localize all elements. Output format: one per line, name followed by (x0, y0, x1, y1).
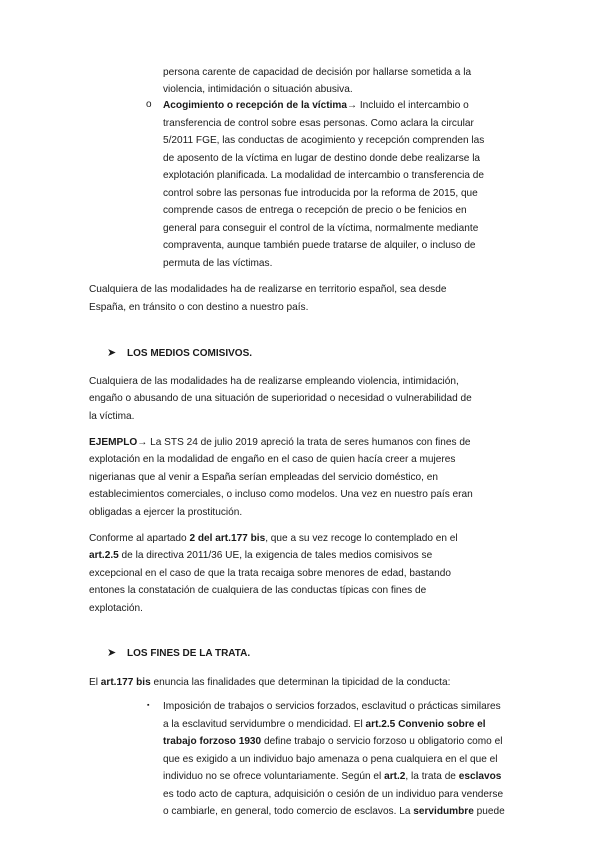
text-line: Cualquiera de las modalidades ha de realizarse empleando violencia, intimidación, (89, 376, 459, 387)
text-line: general para conseguir el control de la víctima, normalmente mediante (163, 223, 479, 234)
law-reference: art.177 bis (100, 677, 151, 688)
emphasis: servidumbre (413, 806, 474, 817)
text-run: define trabajo o servicio forzoso u obligatorio como el (261, 736, 503, 747)
text-line: la víctima. (89, 411, 135, 422)
section-heading: LOS MEDIOS COMISIVOS. (127, 348, 253, 359)
text-line: 5/2011 FGE, las conductas de acogimiento y recepción comprenden las (163, 135, 485, 146)
text-line (163, 803, 519, 821)
example-line (89, 434, 517, 452)
list-item-title-line (163, 97, 519, 115)
text-line: establecimientos comerciales, o incluso como modelos. Una vez en nuestro país eran (89, 489, 473, 500)
bullet-marker: ▪ (147, 702, 150, 709)
text-run: a la esclavitud servidumbre o mendicidad. El (163, 719, 366, 730)
arrow-icon: → (346, 100, 358, 111)
text-line: engaño o abusando de una situación de superioridad o necesidad o vulnerabilidad de (89, 393, 472, 404)
text-run: puede (473, 806, 505, 817)
text-line (163, 733, 519, 751)
text-line: Imposición de trabajos o servicios forzados, esclavitud o prácticas similares (163, 701, 501, 712)
law-reference: art.2.5 Convenio sobre el (365, 719, 486, 730)
text-run: enuncia las finalidades que determinan la tipicidad de la conducta: (150, 677, 451, 688)
text-line: España, en tránsito o con destino a nuestro país. (89, 302, 309, 313)
text-line (89, 674, 517, 692)
law-reference: 2 del art.177 bis (189, 533, 266, 544)
text-line: comprende casos de entrega o recepción de precio o be fenicios en (163, 205, 467, 216)
text-line: control sobre las personas fue introducida por la reforma de 2015, que (163, 188, 478, 199)
emphasis: esclavos (458, 771, 502, 782)
text-run: de la directiva 2011/36 UE, la exigencia de tales medios comisivos se (118, 550, 433, 561)
text-line: excepcional en el caso de que la trata recaiga sobre menores de edad, bastando (89, 568, 451, 579)
heading-arrow-icon: ➤ (107, 347, 117, 359)
text-line: es todo acto de captura, adquisición o cesión de un individuo para venderse (163, 789, 504, 800)
text-line: violencia, intimidación o situación abusiva. (163, 84, 353, 95)
text-line: nigerianas que al venir a España serían empleadas del servicio doméstico, en (89, 472, 438, 483)
text-line (163, 768, 519, 786)
text-line: explotación planificada. La modalidad de intercambio o transferencia de (163, 170, 484, 181)
list-item-title: Acogimiento o recepción de la víctima (163, 100, 347, 111)
heading-arrow-icon: ➤ (107, 647, 117, 659)
law-reference: art.2.5 (89, 550, 119, 561)
text-run: El (89, 677, 101, 688)
text-run: Conforme al apartado (89, 533, 190, 544)
text-line (163, 716, 519, 734)
section-heading: LOS FINES DE LA TRATA. (127, 648, 251, 659)
text-line: entones la constatación de cualquiera de las conductas típicas con fines de (89, 585, 427, 596)
text-run: individuo no se ofrece voluntariamente. Según el (163, 771, 385, 782)
bullet-marker: o (146, 99, 152, 110)
text-run: La STS 24 de julio 2019 apreció la trata de seres humanos con fines de (147, 437, 471, 448)
example-label: EJEMPLO (89, 437, 138, 448)
text-line: Cualquiera de las modalidades ha de realizarse en territorio español, sea desde (89, 284, 447, 295)
text-run: o cambiarle, en general, todo comercio de esclavos. La (163, 806, 414, 817)
text-line: explotación. (89, 603, 143, 614)
arrow-icon: → (137, 437, 148, 448)
law-reference: trabajo forzoso 1930 (163, 736, 262, 747)
text-line: de aposento de la víctima en lugar de destino donde debe realizarse la (163, 153, 481, 164)
text-line: explotación en la modalidad de engaño en el caso de quien hacía creer a mujeres (89, 454, 456, 465)
text-line (89, 530, 517, 548)
text-line: permuta de las víctimas. (163, 258, 273, 269)
law-reference: art.2 (384, 771, 406, 782)
text-line: persona carente de capacidad de decisión por hallarse sometida a la (163, 67, 472, 78)
text-run: Incluido el intercambio o (357, 100, 469, 111)
text-line: que es exigido a un individuo bajo amenaza o pena cualquiera en el que el (163, 754, 498, 765)
text-line: compraventa, aunque también puede tratarse de alquiler, o incluso de (163, 240, 476, 251)
text-run: , la trata de (405, 771, 459, 782)
text-line: transferencia de control sobre esas personas. Como aclara la circular (163, 118, 474, 129)
text-line (89, 547, 517, 565)
text-line: obligadas a ejercer la prostitución. (89, 507, 243, 518)
text-run: , que a su vez recoge lo contemplado en el (265, 533, 458, 544)
